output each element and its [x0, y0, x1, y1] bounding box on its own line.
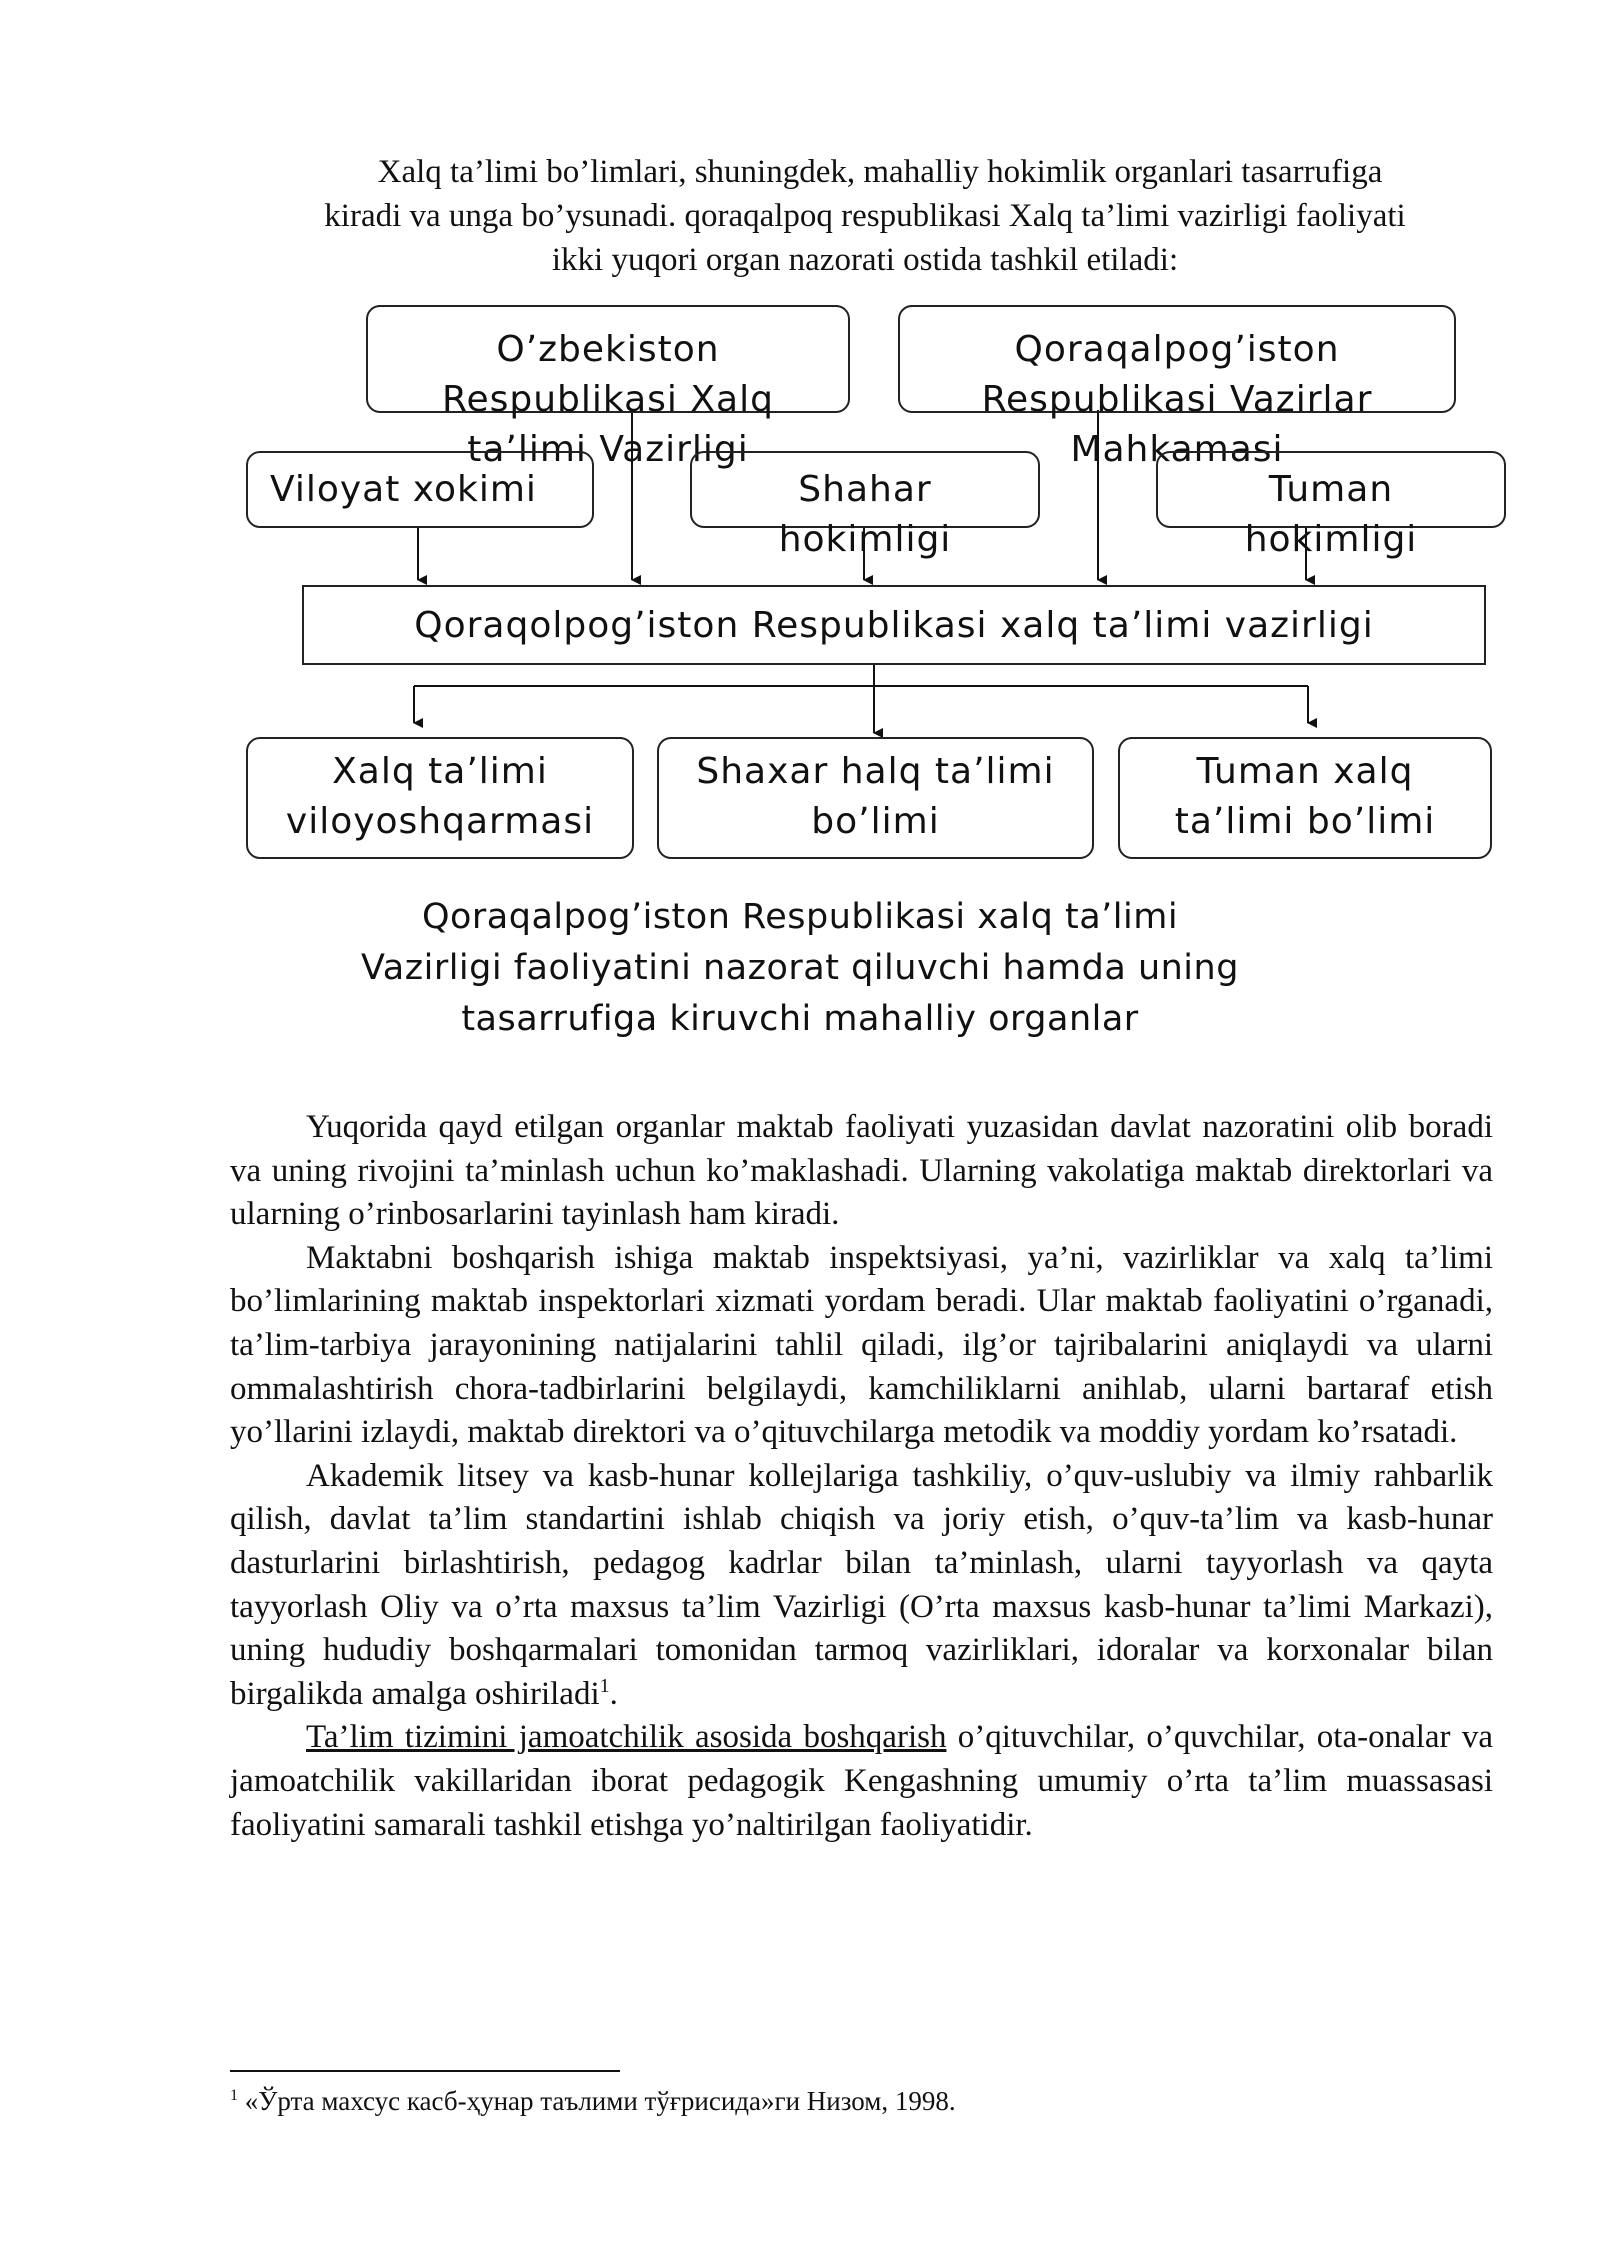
diagram-caption: Qoraqalpog’iston Respublikasi xalq ta’limi Vazirligi faoliyatini nazorat qiluvchi hamda uning tasarrufiga kiruvchi mahalliy organlar: [361, 897, 1239, 1039]
box-shahar-bolimi-label: Shaxar halq ta’limi bo’limi: [696, 751, 1055, 842]
body-paragraph-3: [230, 1455, 1493, 1717]
box-viloyat-xokimi: [246, 451, 594, 528]
box-viloyat-xokimi-label: Viloyat xokimi: [270, 469, 537, 510]
intro-line-1: Xalq ta’limi bo’limlari, shuningdek, mahalliy hokimlik organlari tasarrufiga: [377, 154, 1383, 190]
body-paragraph-4-text: o’qituvchilar, o’quvchilar, ota-onalar va jamoatchilik vakillaridan iborat pedagogik Kengashning umumiy o’rta ta’lim muassasasi faoliyatini samarali tashkil etishga yo’naltirilgan faoliyatidir.: [230, 1719, 1493, 1843]
box-qoraqalpoq-ministry-label: Qoraqolpog’iston Respublikasi xalq ta’limi vazirligi: [414, 605, 1374, 646]
footnote-text: «Ўрта махсус касб-ҳунар таълими тўғрисида»ги Низом, 1998.: [238, 2086, 956, 2116]
footnote-reference[interactable]: 1: [599, 1674, 610, 1697]
box-uzbekistan-ministry-label: O’zbekiston Respublikasi Xalq ta’limi Vazirligi: [442, 329, 774, 470]
box-tuman-bolimi: [1118, 737, 1492, 859]
intro-paragraph: [230, 150, 1500, 282]
box-qoraqalpoq-ministry: [302, 585, 1486, 665]
body-paragraph-3-end: .: [609, 1675, 618, 1712]
body-paragraph-4: [230, 1716, 1493, 1847]
body-paragraph-1: Yuqorida qayd etilgan organlar maktab faoliyati yuzasidan davlat nazoratini olib boradi va uning rivojini ta’minlash uchun ko’maklashadi. Ularning vakolatiga maktab direktorlari va ularning o’rinbosarlarini tayinlash ham kiradi.: [230, 1109, 1493, 1233]
intro-line-2: kiradi va unga bo’ysunadi. qoraqalpoq respublikasi Xalq ta’limi vazirligi faoliyati: [324, 198, 1406, 234]
body-paragraph-3-text: Akademik litsey va kasb-hunar kollejlariga tashkiliy, o’quv-uslubiy va ilmiy rahbarlik qilish, davlat ta’lim standartini ishlab chiqish va joriy etish, o’quv-ta’lim va kasb-hunar dasturlarini birlashtirish, pedagog kadrlar bilan ta’minlash, ularni tayyorlash va qayta tayyorlash Oliy va o’rta maxsus ta’lim Vazirligi (O’rta maxsus kasb-hunar ta’limi Markazi), uning hududiy boshqarmalari tomonidan tarmoq vazirliklari, idoralar va korxonalar bilan birgalikda amalga oshiriladi: [230, 1457, 1493, 1712]
box-cabinet-of-ministers: [898, 305, 1456, 470]
underlined-term: Ta’lim tizimini jamoatchilik asosida boshqarish: [306, 1719, 947, 1756]
footnote: [230, 2083, 956, 2119]
box-shahar-bolimi: [657, 737, 1094, 859]
box-viloyat-boshqarmasi-label: Xalq ta’limi viloyoshqarmasi: [285, 751, 595, 842]
intro-line-3: ikki yuqori organ nazorati ostida tashkil etiladi:: [551, 242, 1179, 278]
box-tuman-bolimi-label: Tuman xalq ta’limi bo’limi: [1174, 751, 1436, 842]
box-shahar-hokimligi: [690, 451, 1040, 560]
box-cabinet-of-ministers-label: Qoraqalpog’iston Respublikasi Vazirlar Mahkamasi: [981, 329, 1373, 470]
box-shahar-hokimligi-label: Shahar hokimligi: [778, 469, 952, 560]
box-viloyat-boshqarmasi: [246, 737, 634, 859]
box-tuman-hokimligi: [1156, 451, 1506, 560]
box-uzbekistan-ministry: [366, 305, 850, 470]
box-tuman-hokimligi-label: Tuman hokimligi: [1244, 469, 1418, 560]
footnote-separator: [230, 2070, 620, 2072]
body-text: [230, 1106, 1493, 1847]
footnote-mark: 1: [230, 2087, 238, 2104]
body-paragraph-2: Maktabni boshqarish ishiga maktab inspektsiyasi, ya’ni, vazirliklar va xalq ta’limi bo’limlarining maktab inspektorlari xizmati yordam beradi. Ular maktab faoliyatini o’rganadi, ta’lim-tarbiya jarayonining natijalarini tahlil qiladi, ilg’or tajribalarini aniqlaydi va ularni ommalashtirish chora-tadbirlarini belgilaydi, kamchiliklarni anihlab, ularni bartaraf etish yo’llarini izlaydi, maktab direktori va o’qituvchilarga metodik va moddiy yordam ko’rsatadi.: [230, 1239, 1493, 1451]
